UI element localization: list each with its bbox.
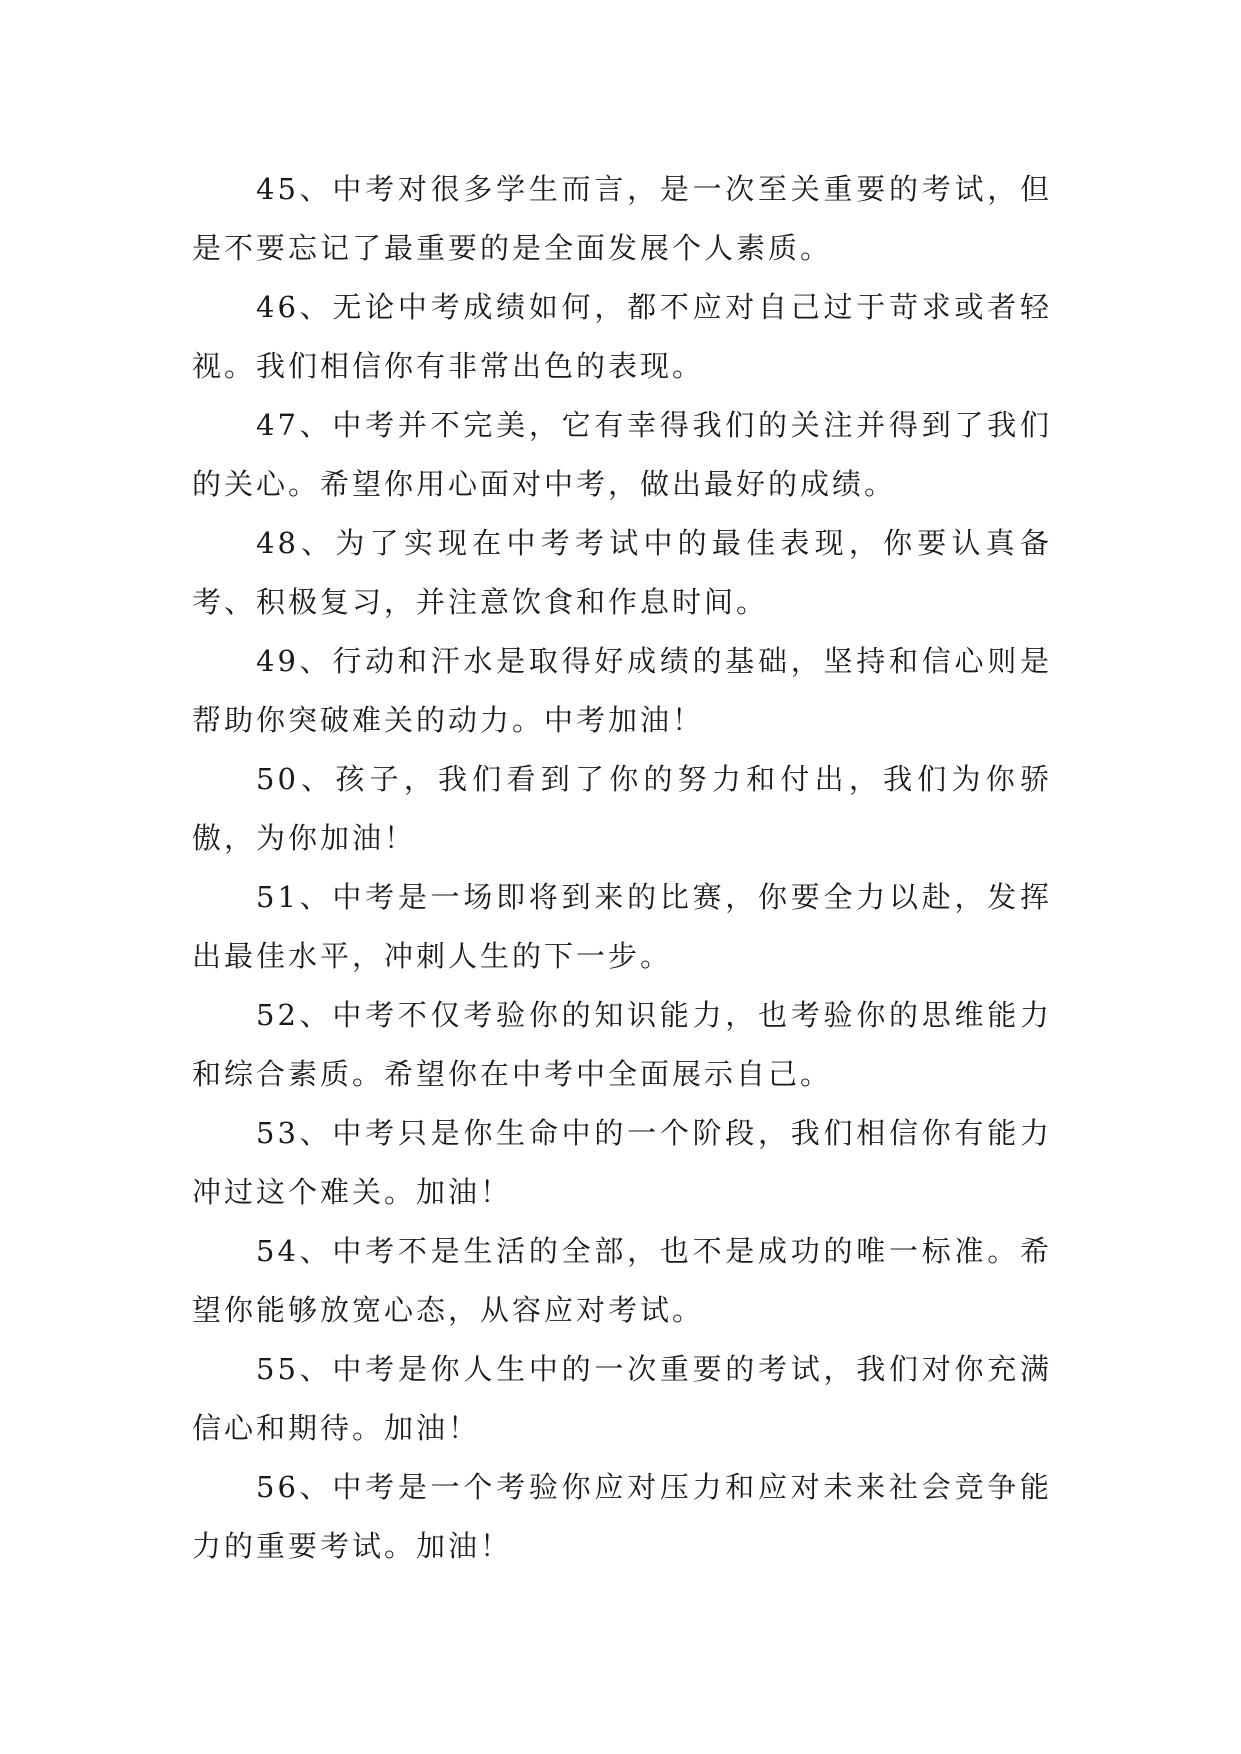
paragraph-53: 53、中考只是你生命中的一个阶段，我们相信你有能力冲过这个难关。加油！ — [192, 1116, 1052, 1209]
paragraph-51: 51、中考是一场即将到来的比赛，你要全力以赴，发挥出最佳水平，冲刺人生的下一步。 — [192, 880, 1052, 973]
document-page — [192, 160, 1052, 1576]
paragraph-46: 46、无论中考成绩如何，都不应对自己过于苛求或者轻视。我们相信你有非常出色的表现。 — [192, 290, 1052, 383]
paragraph-52: 52、中考不仅考验你的知识能力，也考验你的思维能力和综合素质。希望你在中考中全面展示自己。 — [192, 998, 1052, 1091]
paragraph-55: 55、中考是你人生中的一次重要的考试，我们对你充满信心和期待。加油！ — [192, 1352, 1052, 1445]
paragraph-47: 47、中考并不完美，它有幸得我们的关注并得到了我们的关心。希望你用心面对中考，做出最好的成绩。 — [192, 408, 1052, 501]
paragraph-48: 48、为了实现在中考考试中的最佳表现，你要认真备考、积极复习，并注意饮食和作息时间。 — [192, 526, 1052, 619]
paragraph-50: 50、孩子，我们看到了你的努力和付出，我们为你骄傲，为你加油！ — [192, 762, 1052, 855]
paragraph-56: 56、中考是一个考验你应对压力和应对未来社会竞争能力的重要考试。加油！ — [192, 1470, 1052, 1563]
paragraph-45: 45、中考对很多学生而言，是一次至关重要的考试，但是不要忘记了最重要的是全面发展个人素质。 — [192, 172, 1052, 265]
paragraph-54: 54、中考不是生活的全部，也不是成功的唯一标准。希望你能够放宽心态，从容应对考试。 — [192, 1234, 1052, 1327]
paragraph-49: 49、行动和汗水是取得好成绩的基础，坚持和信心则是帮助你突破难关的动力。中考加油！ — [192, 644, 1052, 737]
